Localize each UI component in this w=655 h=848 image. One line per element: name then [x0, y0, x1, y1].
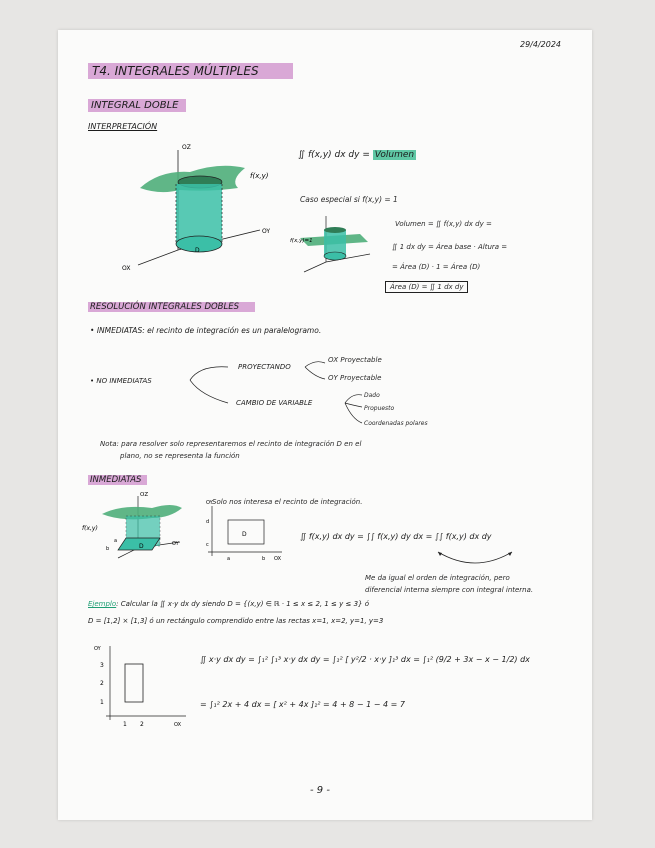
- oy-axis-label: OY: [206, 500, 213, 506]
- example-region-plot: [90, 640, 190, 740]
- section-heading-resolucion: RESOLUCIÓN INTEGRALES DOBLES: [88, 302, 255, 312]
- inmediatas-formula: ∬ f(x,y) dx dy = ∫∫ f(x,y) dy dx = ∫∫ f(x,y) dx dy: [300, 532, 492, 541]
- cambio-variable-label: CAMBIO DE VARIABLE: [236, 399, 313, 407]
- dado-label: Dado: [364, 392, 380, 399]
- subheading-interpretacion: INTERPRETACIÓN: [88, 122, 158, 131]
- d-label: D: [195, 247, 200, 254]
- oz-label: OZ: [182, 144, 191, 151]
- order-note-2: diferencial interna siempre con integral interna.: [365, 586, 534, 594]
- fxy1-label: f(x,y)=1: [290, 238, 313, 244]
- a-label: a: [114, 538, 118, 544]
- page-number: - 9 -: [310, 785, 330, 796]
- area-boxed-formula: Área (D) = ∬ 1 dx dy: [385, 283, 468, 291]
- a-axis-label: a: [227, 556, 231, 562]
- order-arrow: [430, 548, 520, 572]
- example-calc-1: ∬ x·y dx dy = ∫₁² ∫₁³ x·y dx dy = ∫₁² [ y²/2 · x·y ]₁³ dx = ∫₁² (9/2 + 3x − x − 1/2) dx: [200, 655, 530, 664]
- ox-proyectable: OX Proyectable: [328, 356, 382, 364]
- example-statement-1: Ejemplo: Calcular la ∬ x·y dx dy siendo D = {(x,y) ∈ ℝ · 1 ≤ x ≤ 2, 1 ≤ y ≤ 3} ó: [88, 600, 370, 608]
- fxy-label-2: f(x,y): [82, 525, 98, 532]
- volume-formula: ∬ f(x,y) dx dy = Volumen: [298, 150, 415, 160]
- coordenadas-label: Coordenadas polares: [364, 420, 428, 427]
- oz-label-2: OZ: [140, 492, 149, 498]
- d-region-label: D: [242, 531, 247, 538]
- oy-proyectable: OY Proyectable: [328, 374, 382, 382]
- dd-label: d: [206, 519, 210, 525]
- classification-tree: [180, 355, 480, 445]
- special-case: Caso especial si f(x,y) = 1: [300, 195, 398, 204]
- area-line: ∬ 1 dx dy = Área base · Altura =: [392, 243, 508, 251]
- unit-height-diagram: [290, 212, 380, 280]
- solo-interesa: Solo nos interesa el recinto de integración.: [212, 498, 363, 506]
- oy-label: OY: [262, 228, 271, 235]
- nota-line-2: plano, no se representa la función: [120, 452, 240, 460]
- ox-axis-label: OX: [274, 556, 282, 562]
- rectangle-region-diagram: [82, 490, 282, 572]
- section-heading-inmediatas: INMEDIATAS: [88, 475, 147, 485]
- inmediatas-definition: • INMEDIATAS: el recinto de integración es un paralelogramo.: [90, 326, 322, 335]
- page-title: T4. INTEGRALES MÚLTIPLES: [88, 64, 293, 78]
- example-calc-2: = ∫₁² 2x + 4 dx = [ x² + 4x ]₁² = 4 + 8 − 1 − 4 = 7: [200, 700, 405, 709]
- no-inmediatas-label: • NO INMEDIATAS: [90, 377, 152, 385]
- order-note-1: Me da igual el orden de integración, pero: [365, 574, 510, 582]
- ex-ox-label: OX: [174, 722, 182, 728]
- nota-line-1: Nota: para resolver solo representaremos el recinto de integración D en el: [100, 440, 362, 448]
- ex-y1: 1: [100, 699, 104, 706]
- b-axis-label: b: [262, 556, 266, 562]
- fxy-label: f(x,y): [250, 172, 269, 180]
- ex-y3: 3: [100, 662, 104, 669]
- ex-x2: 2: [140, 721, 144, 728]
- volume-line: Volumen = ∬ f(x,y) dx dy =: [395, 220, 492, 228]
- ex-y2: 2: [100, 680, 104, 687]
- date-label: 29/4/2024: [520, 40, 562, 49]
- ex-x1: 1: [123, 721, 127, 728]
- section-heading-integral-doble: INTEGRAL DOBLE: [88, 100, 186, 111]
- b-label: b: [106, 546, 110, 552]
- ox-label: OX: [122, 265, 131, 272]
- ex-oy-label: OY: [94, 646, 101, 652]
- propuesto-label: Propuesto: [364, 405, 395, 412]
- area-line-2: = Área (D) · 1 = Área (D): [392, 263, 481, 271]
- c-label: c: [206, 542, 209, 548]
- d-label-2: D: [139, 543, 144, 550]
- example-statement-2: D = [1,2] × [1,3] ó un rectángulo comprendido entre las rectas x=1, x=2, y=1, y=3: [88, 617, 384, 625]
- oy-label-2: OY: [172, 541, 179, 547]
- volume-diagram: [110, 140, 290, 280]
- proyectando-label: PROYECTANDO: [238, 363, 291, 371]
